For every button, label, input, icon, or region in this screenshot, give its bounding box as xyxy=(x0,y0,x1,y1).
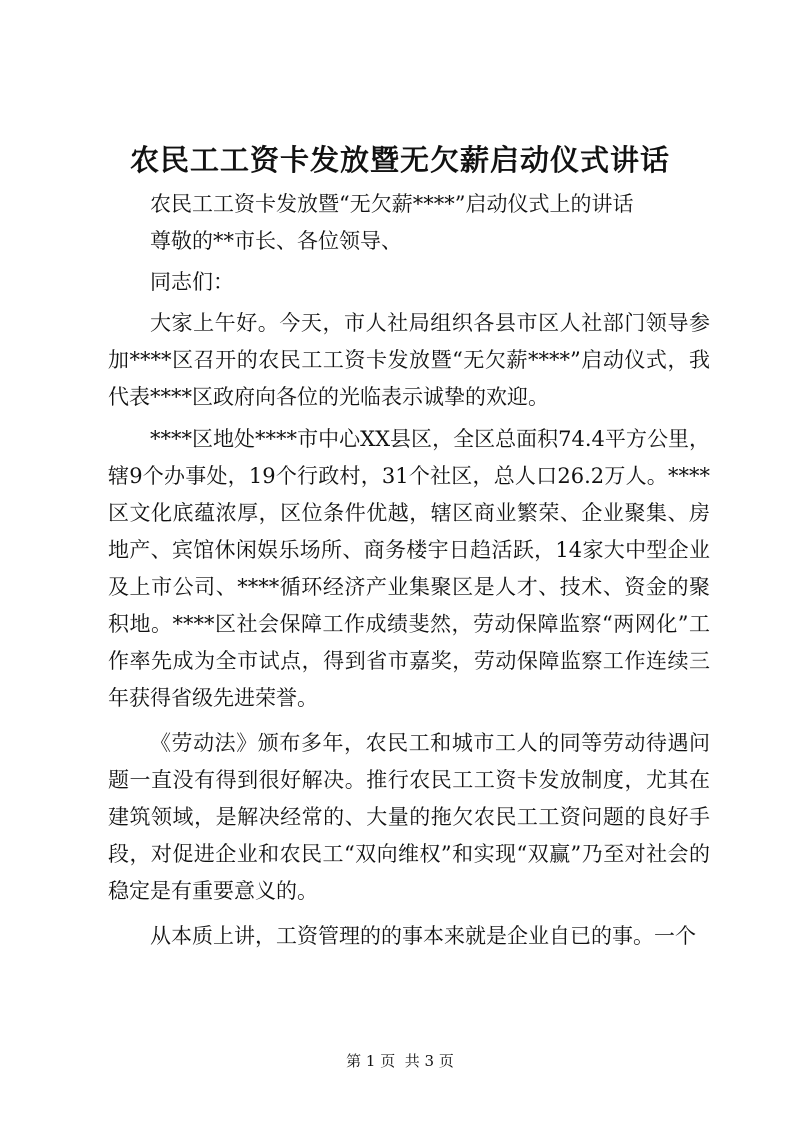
paragraph-greeting: 大家上午好。今天，市人社局组织各县市区人社部门领导参加****区召开的农民工工资卡发放暨“无欠薪****”启动仪式，我代表****区政府向各位的光临表示诚挚的欢迎。 xyxy=(108,311,710,409)
page-number-footer: 第 1 页 共 3 页 xyxy=(346,1052,454,1070)
paragraph-district-intro: ****区地处****市中心XX县区，全区总面积74.4平方公里，辖9个办事处，19个行政村，31个社区，总人口26.2万人。****区文化底蕴浓厚，区位条件优越，辖区商业繁荣、企业聚集、房地产、宾馆休闲娱乐场所、商务楼宇日趋活跃，14家大中型企业及上市公司、****循环经济产业集聚区是人才、技术、资金的聚积地。****区社会保障工作成绩斐然，劳动保障监察“两网化”工作率先成为全市试点，得到省市嘉奖，劳动保障监察工作连续三年获得省级先进荣誉。 xyxy=(108,427,710,710)
document-title: 农民工工资卡发放暨无欠薪启动仪式讲话 xyxy=(129,143,670,177)
paragraph-labor-law: 《劳动法》颁布多年，农民工和城市工人的同等劳动待遇问题一直没有得到很好解决。推行农民工工资卡发放制度，尤其在建筑领域，是解决经常的、大量的拖欠农民工工资问题的良好手段，对促进企业和农民工“双向维权”和实现“双赢”乃至对社会的稳定是有重要意义的。 xyxy=(108,731,710,903)
paragraph-wage-management: 从本质上讲，工资管理的的事本来就是企业自已的事。一个 xyxy=(150,924,696,948)
speech-subtitle: 农民工工资卡发放暨“无欠薪****”启动仪式上的讲话 xyxy=(150,192,634,216)
document-body xyxy=(108,186,710,955)
salutation-line: 尊敬的**市长、各位领导、 xyxy=(150,229,402,253)
salutation-comrades: 同志们： xyxy=(150,270,234,294)
